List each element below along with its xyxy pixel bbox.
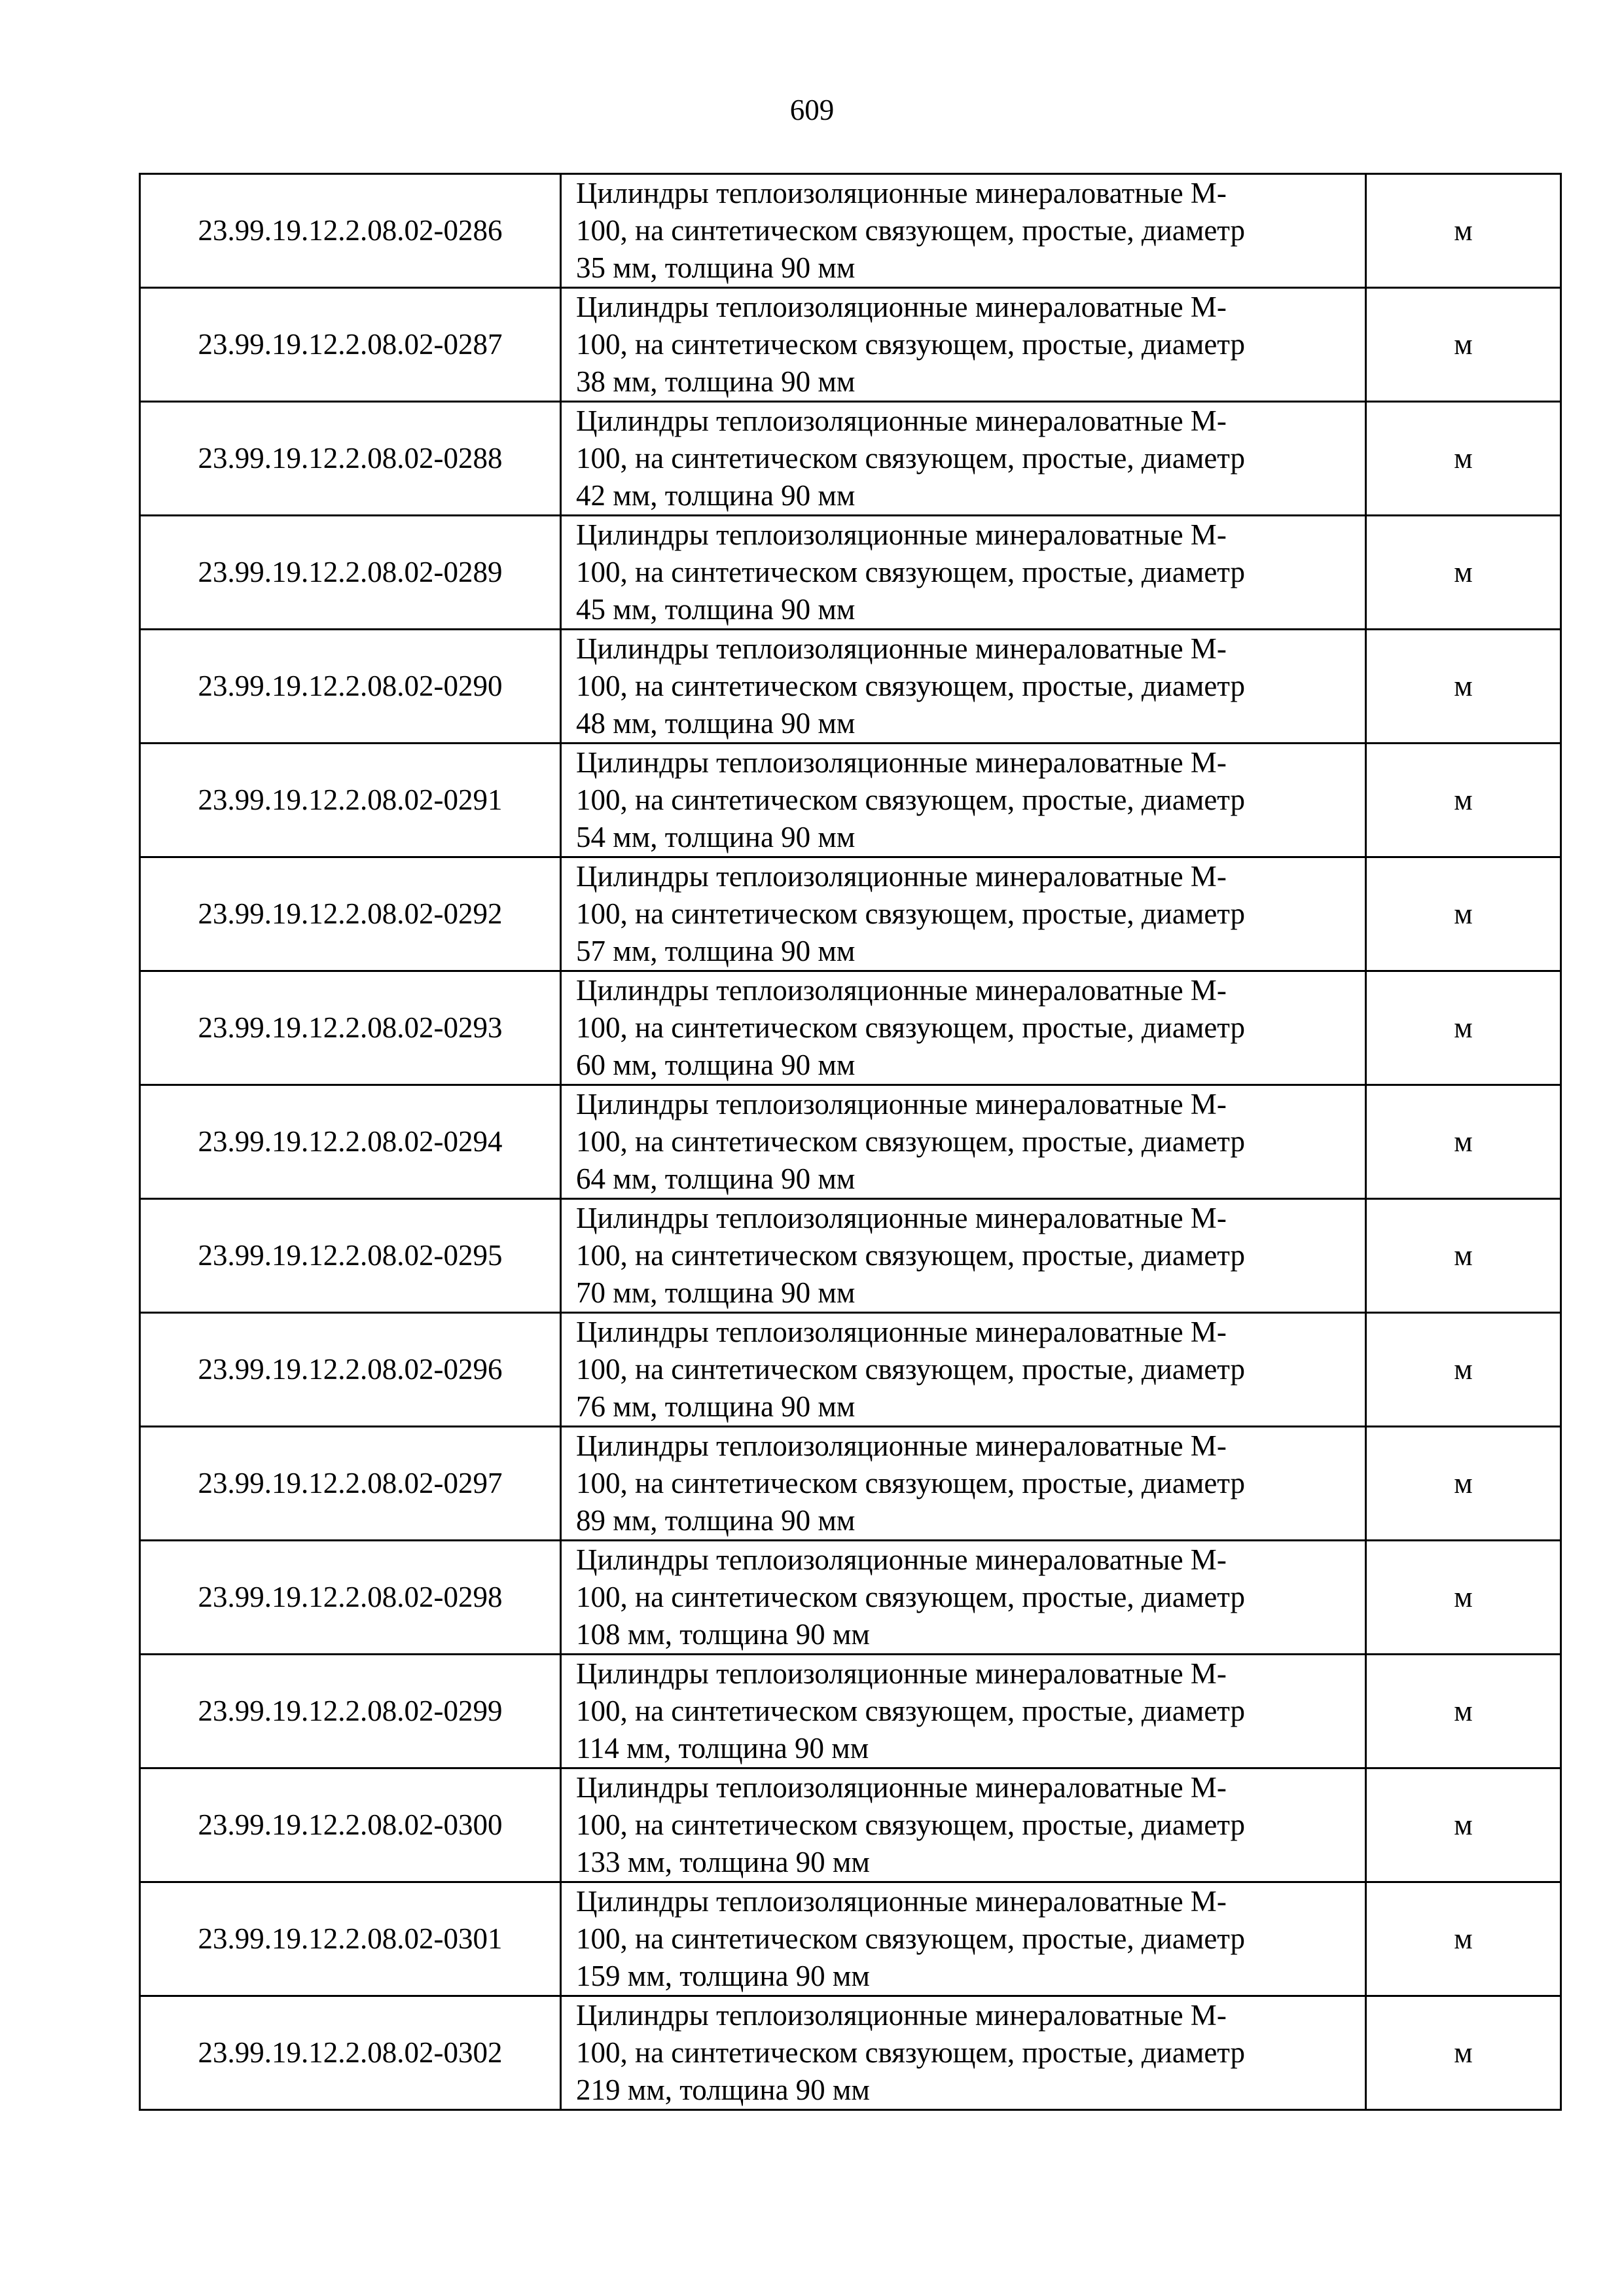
description-line: Цилиндры теплоизоляционные минераловатные М- [576, 1999, 1227, 2032]
item-unit: м [1366, 516, 1561, 630]
item-code: 23.99.19.12.2.08.02-0288 [140, 402, 561, 516]
description-line: 100, на синтетическом связующем, простые, диаметр [576, 2036, 1246, 2069]
description-line: 100, на синтетическом связующем, простые, диаметр [576, 1011, 1246, 1044]
description-line: 100, на синтетическом связующем, простые, диаметр [576, 1467, 1246, 1499]
item-unit: м [1366, 1199, 1561, 1313]
item-description [561, 1768, 1366, 1882]
description-line: 57 мм, толщина 90 мм [576, 935, 856, 967]
item-unit: м [1366, 857, 1561, 971]
item-unit: м [1366, 288, 1561, 402]
item-unit: м [1366, 1313, 1561, 1427]
description-line: 54 мм, толщина 90 мм [576, 821, 856, 853]
table-row [140, 744, 1561, 857]
table-row [140, 402, 1561, 516]
description-line: 133 мм, толщина 90 мм [576, 1846, 870, 1878]
item-code: 23.99.19.12.2.08.02-0294 [140, 1085, 561, 1199]
table-row [140, 1768, 1561, 1882]
description-line: 108 мм, толщина 90 мм [576, 1618, 870, 1651]
description-line: Цилиндры теплоизоляционные минераловатные М- [576, 632, 1227, 665]
description-line: 38 мм, толщина 90 мм [576, 365, 856, 398]
item-code: 23.99.19.12.2.08.02-0291 [140, 744, 561, 857]
material-table [139, 173, 1562, 2111]
item-code: 23.99.19.12.2.08.02-0299 [140, 1655, 561, 1768]
item-unit: м [1366, 174, 1561, 288]
table-row [140, 288, 1561, 402]
description-line: 100, на синтетическом связующем, простые, диаметр [576, 214, 1246, 247]
table-row [140, 630, 1561, 744]
table-row [140, 1655, 1561, 1768]
item-code: 23.99.19.12.2.08.02-0286 [140, 174, 561, 288]
item-description [561, 174, 1366, 288]
item-description [561, 744, 1366, 857]
item-code: 23.99.19.12.2.08.02-0292 [140, 857, 561, 971]
description-line: 100, на синтетическом связующем, простые, диаметр [576, 783, 1246, 816]
item-code: 23.99.19.12.2.08.02-0290 [140, 630, 561, 744]
table-row [140, 1882, 1561, 1996]
description-line: Цилиндры теплоизоляционные минераловатные М- [576, 1316, 1227, 1348]
item-description [561, 288, 1366, 402]
item-description [561, 1541, 1366, 1655]
item-description [561, 1199, 1366, 1313]
description-line: 42 мм, толщина 90 мм [576, 479, 856, 512]
item-unit: м [1366, 1882, 1561, 1996]
item-code: 23.99.19.12.2.08.02-0287 [140, 288, 561, 402]
description-line: 100, на синтетическом связующем, простые, диаметр [576, 1922, 1246, 1955]
item-code: 23.99.19.12.2.08.02-0296 [140, 1313, 561, 1427]
item-unit: м [1366, 1541, 1561, 1655]
description-line: Цилиндры теплоизоляционные минераловатные М- [576, 404, 1227, 437]
item-unit: м [1366, 1085, 1561, 1199]
table-row [140, 516, 1561, 630]
item-description [561, 1313, 1366, 1427]
description-line: 159 мм, толщина 90 мм [576, 1960, 870, 1992]
item-code: 23.99.19.12.2.08.02-0293 [140, 971, 561, 1085]
page-number: 609 [789, 94, 835, 126]
description-line: Цилиндры теплоизоляционные минераловатные М- [576, 860, 1227, 893]
description-line: 219 мм, толщина 90 мм [576, 2073, 870, 2106]
item-unit: м [1366, 1996, 1561, 2110]
item-unit: м [1366, 744, 1561, 857]
description-line: 100, на синтетическом связующем, простые, диаметр [576, 897, 1246, 930]
description-line: Цилиндры теплоизоляционные минераловатные М- [576, 1771, 1227, 1804]
description-line: 60 мм, толщина 90 мм [576, 1049, 856, 1081]
item-description [561, 516, 1366, 630]
item-unit: м [1366, 630, 1561, 744]
description-line: 64 мм, толщина 90 мм [576, 1162, 856, 1195]
description-line: Цилиндры теплоизоляционные минераловатные М- [576, 1088, 1227, 1121]
description-line: 100, на синтетическом связующем, простые, диаметр [576, 1125, 1246, 1158]
description-line: Цилиндры теплоизоляционные минераловатные М- [576, 1429, 1227, 1462]
item-description [561, 630, 1366, 744]
item-code: 23.99.19.12.2.08.02-0301 [140, 1882, 561, 1996]
table-row [140, 1541, 1561, 1655]
item-unit: м [1366, 1427, 1561, 1541]
item-unit: м [1366, 1655, 1561, 1768]
item-code: 23.99.19.12.2.08.02-0298 [140, 1541, 561, 1655]
description-line: 114 мм, толщина 90 мм [576, 1732, 869, 1765]
item-unit: м [1366, 402, 1561, 516]
table-row [140, 857, 1561, 971]
description-line: 76 мм, толщина 90 мм [576, 1390, 856, 1423]
item-description [561, 1427, 1366, 1541]
description-line: 100, на синтетическом связующем, простые, диаметр [576, 670, 1246, 702]
item-code: 23.99.19.12.2.08.02-0297 [140, 1427, 561, 1541]
description-line: Цилиндры теплоизоляционные минераловатные М- [576, 291, 1227, 323]
description-line: 100, на синтетическом связующем, простые, диаметр [576, 1239, 1246, 1272]
description-line: 100, на синтетическом связующем, простые, диаметр [576, 1808, 1246, 1841]
description-line: 100, на синтетическом связующем, простые, диаметр [576, 556, 1246, 588]
description-line: 48 мм, толщина 90 мм [576, 707, 856, 740]
item-description [561, 1996, 1366, 2110]
table-row [140, 1313, 1561, 1427]
table-row [140, 1427, 1561, 1541]
item-description [561, 1655, 1366, 1768]
item-code: 23.99.19.12.2.08.02-0295 [140, 1199, 561, 1313]
item-description [561, 402, 1366, 516]
description-line: Цилиндры теплоизоляционные минераловатные М- [576, 1885, 1227, 1918]
description-line: Цилиндры теплоизоляционные минераловатные М- [576, 746, 1227, 779]
description-line: Цилиндры теплоизоляционные минераловатные М- [576, 974, 1227, 1007]
description-line: 35 мм, толщина 90 мм [576, 251, 856, 284]
item-description [561, 1085, 1366, 1199]
table-row [140, 1199, 1561, 1313]
item-description [561, 857, 1366, 971]
item-code: 23.99.19.12.2.08.02-0289 [140, 516, 561, 630]
description-line: 89 мм, толщина 90 мм [576, 1504, 856, 1537]
description-line: 45 мм, толщина 90 мм [576, 593, 856, 626]
description-line: 100, на синтетическом связующем, простые, диаметр [576, 442, 1246, 475]
description-line: Цилиндры теплоизоляционные минераловатные М- [576, 518, 1227, 551]
description-line: 100, на синтетическом связующем, простые, диаметр [576, 328, 1246, 361]
item-description [561, 971, 1366, 1085]
item-description [561, 1882, 1366, 1996]
description-line: Цилиндры теплоизоляционные минераловатные М- [576, 1202, 1227, 1234]
item-code: 23.99.19.12.2.08.02-0302 [140, 1996, 561, 2110]
description-line: 70 мм, толщина 90 мм [576, 1276, 856, 1309]
description-line: Цилиндры теплоизоляционные минераловатные М- [576, 177, 1227, 209]
description-line: Цилиндры теплоизоляционные минераловатные М- [576, 1657, 1227, 1690]
table-body [140, 174, 1561, 2110]
item-unit: м [1366, 971, 1561, 1085]
description-line: 100, на синтетическом связующем, простые, диаметр [576, 1581, 1246, 1613]
description-line: Цилиндры теплоизоляционные минераловатные М- [576, 1543, 1227, 1576]
table-row [140, 174, 1561, 288]
table-row [140, 1996, 1561, 2110]
table-row [140, 971, 1561, 1085]
item-unit: м [1366, 1768, 1561, 1882]
table-row [140, 1085, 1561, 1199]
description-line: 100, на синтетическом связующем, простые, диаметр [576, 1695, 1246, 1727]
item-code: 23.99.19.12.2.08.02-0300 [140, 1768, 561, 1882]
description-line: 100, на синтетическом связующем, простые, диаметр [576, 1353, 1246, 1386]
